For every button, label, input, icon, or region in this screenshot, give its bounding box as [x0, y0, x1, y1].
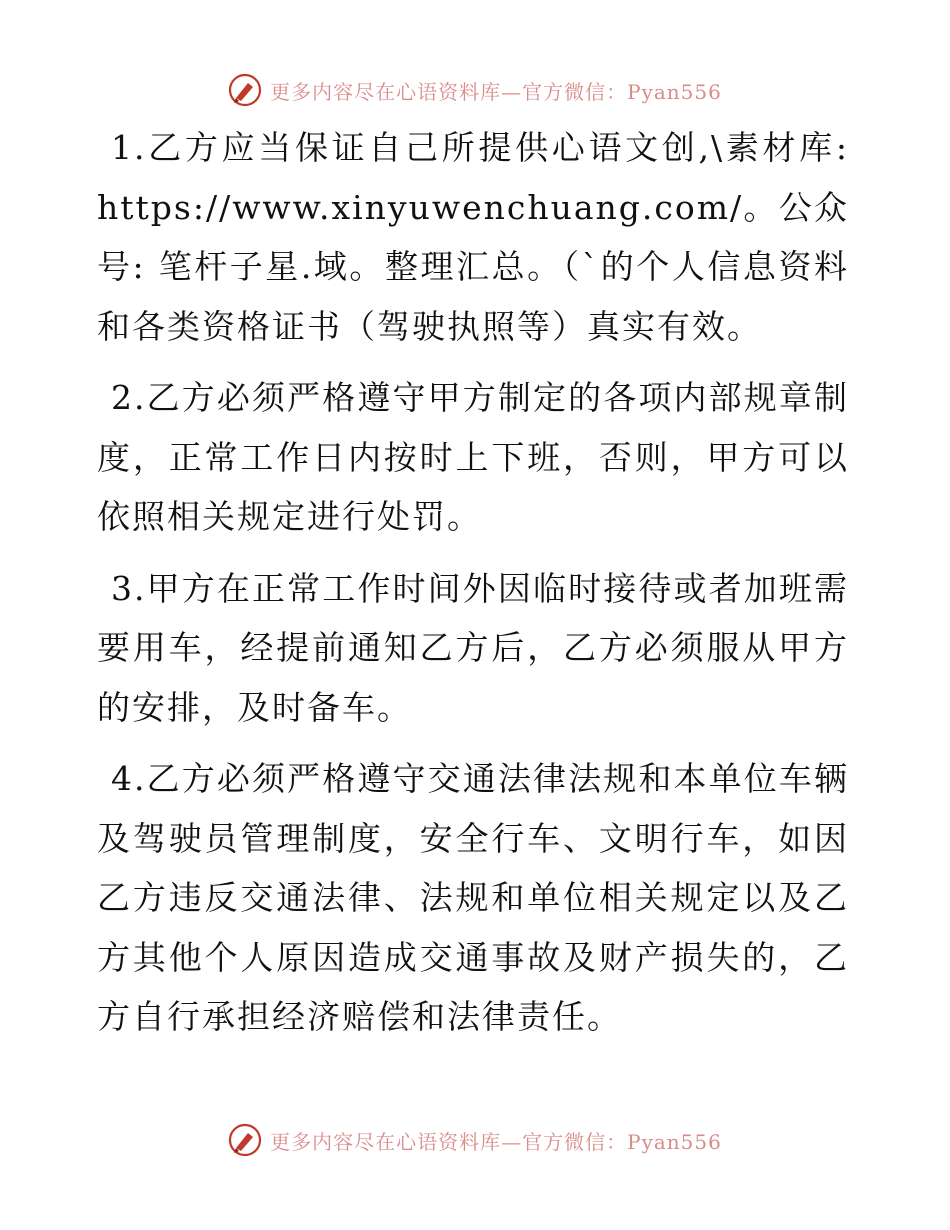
clause-text: 乙方应当保证自己所提供心语文创,\素材库: https://www.xinyuwenchuang.com/。公众号: 笔杆子星.域。整理汇总。（`的个人信息资料和各类资格证书（驾驶执照等）真实有效。	[97, 128, 849, 346]
footer-watermark	[0, 1120, 950, 1160]
watermark-group	[228, 1123, 722, 1157]
watermark-text: 更多内容尽在心语资料库—官方微信：Pyan556	[270, 1129, 722, 1154]
clause-number: 3.	[111, 568, 147, 608]
clause-text: 甲方在正常工作时间外因临时接待或者加班需要用车，经提前通知乙方后，乙方必须服从甲方的安排，及时备车。	[97, 568, 849, 727]
clause-text: 乙方必须严格遵守甲方制定的各项内部规章制度，正常工作日内按时上下班，否则，甲方可以依照相关规定进行处罚。	[97, 378, 849, 536]
watermark-text: 更多内容尽在心语资料库—官方微信：Pyan556	[270, 79, 722, 104]
clause-number: 4.	[111, 759, 147, 798]
header-watermark	[0, 70, 950, 110]
watermark-group	[228, 73, 722, 107]
clause-number: 1.	[111, 128, 147, 167]
document-body	[97, 118, 849, 1059]
clause-paragraph	[97, 749, 849, 1047]
clause-paragraph	[97, 559, 849, 738]
clause-number: 2.	[111, 378, 147, 417]
clause-paragraph	[97, 368, 849, 547]
clause-text: 乙方必须严格遵守交通法律法规和本单位车辆及驾驶员管理制度，安全行车、文明行车，如因乙方违反交通法律、法规和单位相关规定以及乙方其他个人原因造成交通事故及财产损失的，乙方自行承担经济赔偿和法律责任。	[97, 759, 849, 1036]
pen-logo-icon	[228, 73, 262, 107]
pen-logo-icon	[228, 1123, 262, 1157]
clause-paragraph	[97, 118, 849, 356]
